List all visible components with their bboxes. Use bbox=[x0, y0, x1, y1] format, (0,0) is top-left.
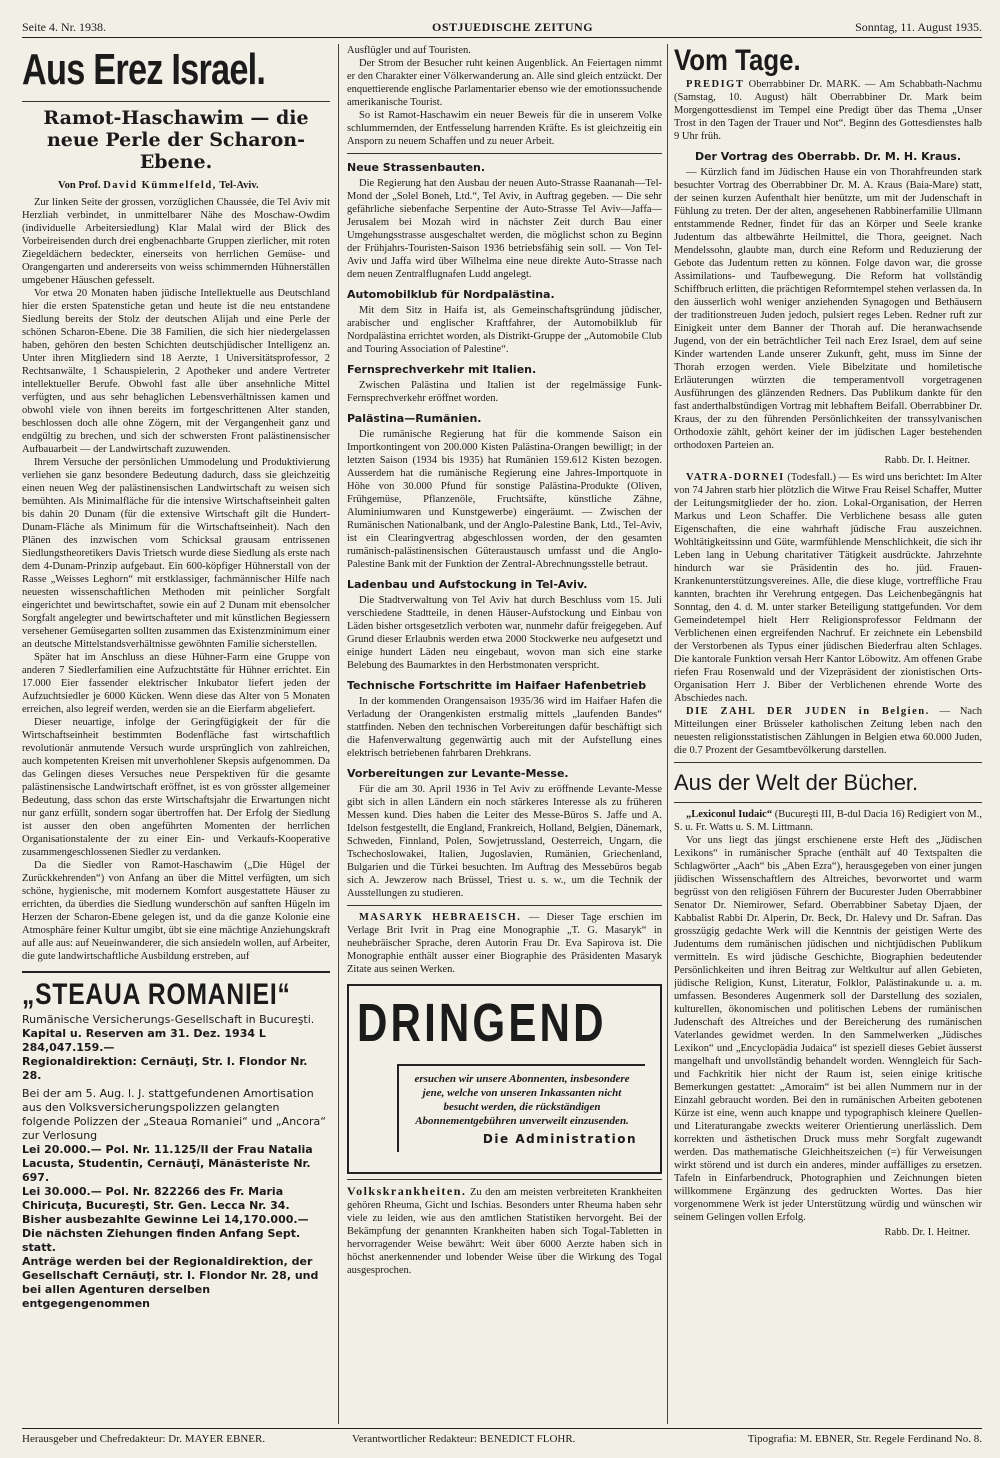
news-headline: Fernsprechverkehr mit Italien. bbox=[347, 363, 537, 376]
notice-signature: Die Administration bbox=[482, 1132, 637, 1146]
imprint-publisher: Herausgeber und Chefredakteur: Dr. MAYER EBNER. bbox=[22, 1433, 266, 1445]
news-item-sub: (Todesfall.) bbox=[787, 472, 836, 483]
ad-company-name: „STEAUA ROMANIEI“ bbox=[22, 978, 291, 1011]
ad-line: Lei 20.000.— Pol. Nr. 11.125/II der Frau Natalia Lacusta, Studentin, Cernăuţi, Mănăsteriste Nr. 697. bbox=[22, 1143, 313, 1184]
paragraph: Ausflügler und auf Touristen. bbox=[347, 45, 471, 56]
author-name: David Kümmelfeld, bbox=[103, 180, 217, 191]
news-headline: Ladenbau und Aufstockung in Tel-Aviv. bbox=[347, 578, 588, 591]
paragraph: Vor etwa 20 Monaten haben jüdische Intellektuelle aus Deutschland hier die ersten Spatenstiche getan und heute ist die neu entstandene Siedlung bereits der Stolz der deutschen Alijah und eine Perle der schönen Scharon-Ebene. Die 38 Familien, die sich hier niedergelassen haben, gehören den besten Schichten deutschjüdischer Intelligenz an. Unter ihren Mitgliedern sind 18 Aerzte, 1 Universitätsprofessor, 2 Rechtsanwälte, 1 Schauspielerin, 2 Apotheker und andere Vertreter intellektueller Berufe. Obwohl fast alle über ansehnliche Mittel verfügten, und aus sehr behaglichen Lebensverhältnissen kamen und obwohl viele von ihnen bereits im fortgeschrittenen Alter standen, beschlossen doch alle ohne Zögern, mit der Vergangenheit ganz und endgültig zu brechen, und sich der schwersten Front palästinensischer Aufbauarbeit — der Landwirtschaft zuzuwenden. bbox=[22, 288, 330, 455]
news-item bbox=[674, 705, 982, 757]
news-headline: Technische Fortschritte im Haifaer Hafenbetrieb bbox=[347, 679, 647, 692]
subscription-notice bbox=[347, 984, 662, 1174]
news-text: Die Stadtverwaltung von Tel Aviv hat durch Beschluss vom 15. Juli verschiedene Stadtteile, in denen Häuser-Aufstockung und Einbau von Läden bisher ortsgesetzlich verboten war, nunmehr dafür freigegeben. Auf Grund dieser Erlaubnis werden etwa 2000 Stockwerke neu aufgesetzt und einige hundert Läden neu eingebaut, wovon man sich eine starke Belebung des Baumarktes in den Herbstmonaten verspricht. bbox=[347, 595, 662, 671]
ad-line: Die nächsten Ziehungen finden Anfang Sept. statt. bbox=[22, 1227, 301, 1254]
news-text: Mit dem Sitz in Haifa ist, als Gemeinschaftsgründung jüdischer, arabischer und englischer Kraftfahrer, der Automobilklub für Nordpalästina errichtet worden, als Distrikt-Gruppe der „Automobile Club and Touring Association of Palestine“. bbox=[347, 305, 662, 355]
divider bbox=[674, 802, 982, 803]
paragraph: So ist Ramot-Haschawim ein neuer Beweis für die in unserem Volke schlummernden, der Entfesselung harrenden Kräfte. Es ist gleichzeitig ein Ansporn zu neuem Schaffen und zu neuer Arbeit. bbox=[347, 110, 662, 147]
paragraph: Zur linken Seite der grossen, vorzüglichen Chaussée, die Tel Aviv mit Herzliah verbindet, in unmittelbarer Nähe des Moschaw-Owdim (individuelle Arbeitersiedlung) Klar Malal wird der Blick des Vorbeireisenden durch drei engbenachbarte Gruppen zierlicher, mit roten Ziegeldächern bedeckter, einerseits von herrlichen Gemüse- und Orangengarten und andererseits von weiss schimmernden Hühnerställen umgebener Häuschen gefesselt. bbox=[22, 197, 330, 286]
news-text: In der kommenden Orangensaison 1935/36 wird im Haifaer Hafen die Verladung der Orangenkisten erstmalig mittels „laufenden Bandes“ stattfinden. Neben den technischen Vorbereitungen dafür beschäftigt sich die Hafenverwaltung gegenwärtig auch mit der Aufstellung eines elektrisch betriebenen fahrbaren Drehkrans. bbox=[347, 696, 662, 759]
news-text: Für die am 30. April 1936 in Tel Aviv zu eröffnende Levante-Messe gibt sich in allen Ländern ein noch stärkeres Interesse als zu früheren Messen kund. Dies haben die Leiter des Messe-Büros S. Jaffe und A. Idelson festgestellt, die England, Frankreich, Holland, Belgien, Dänemark, Schweden, Finnland, Polen, Sowjetrussland, Oesterreich, Ungarn, die Tschechoslowakei, Italien, Jugoslavien, Rumänien, Griechenland, Bulgarien und die Türkei besuchten. Im Auftrag des Messebüros begab sich A. Jewzerow nach Brüssel, Triest u. s. w., um die Technik der Ausstellungen zu studieren. bbox=[347, 784, 662, 899]
paragraph: Der Strom der Besucher ruht keinen Augenblick. An Feiertagen nimmt er den Charakter einer Völkerwanderung an. Alle sind gleich entzückt. Der enquettierende englische Parlamentarier ebenso wie der emotionssuchende amerikanische Tourist. bbox=[347, 58, 662, 108]
book-publisher: (Bucureşti III, B-dul Dacia 16) Redigiert von M., S. u. Fr. Watts u. S. M. Littmann. bbox=[674, 809, 982, 833]
divider bbox=[347, 153, 662, 154]
news-item-head: MASARYK HEBRAEISCH. bbox=[359, 912, 522, 923]
ad-line: Kapital u. Reserven am 31. Dez. 1934 L 284,047.159.— bbox=[22, 1027, 266, 1054]
author-city: Tel-Aviv. bbox=[219, 180, 259, 191]
news-text: Zwischen Palästina und Italien ist der regelmässige Funk-Fernsprechverkehr eröffnet worden. bbox=[347, 380, 662, 404]
ad-line: Bisher ausbezahlte Gewinne Lei 14,170.000.— bbox=[22, 1213, 309, 1226]
news-headline: Automobilklub für Nordpalästina. bbox=[347, 288, 555, 301]
news-item bbox=[347, 911, 662, 976]
page-number: Seite 4. Nr. 1938. bbox=[22, 20, 106, 34]
imprint-editor: Verantwortlicher Redakteur: BENEDICT FLOHR. bbox=[352, 1433, 576, 1445]
news-headline: Neue Strassenbauten. bbox=[347, 161, 486, 174]
newspaper-page bbox=[22, 14, 982, 1446]
news-item-text: — Dieser Tage erschien im Verlage Brit Ivrit in Prag eine Monographie „T. G. Masaryk“ in neuhebräischer Sprache, deren Autorin Frau Dr. Eva Sapirova ist. Die Monographie enthält ausser einer Biographie des Präsidenten Masaryk Zitate aus seinen Werken. bbox=[347, 912, 662, 975]
ad-line: Lei 30.000.— Pol. Nr. 822266 des Fr. Maria Chiricuţa, Bucureşti, Str. Gen. Lecca Nr. 34. bbox=[22, 1185, 290, 1212]
column-3 bbox=[674, 44, 982, 1424]
column-divider bbox=[667, 44, 668, 1424]
news-item-text: — Nach Mitteilungen einer Brüsseler katholischen Zeitung leben nach den neuesten religionsstatistischen Zählungen in Belgien etwa 60.000 Juden, die 0.7 Prozent der Gesamtbevölkerung darstellen. bbox=[674, 706, 982, 756]
paragraph: Dieser neuartige, infolge der Geringfügigkeit der für die Wirtschaftseinheit bestimmten Bodenfläche fast wirtschaftlich revolutionär anmutende Versuch wurde ursprünglich von zahlreichen, auch kompetenten Kreisen mit unverhohlener Skepsis aufgenommen. Da das Gelingen dieses Versuches neue Perspektiven für die gesamte palästinensische Landwirtschaft eröffnet, ist es von grösster allgemeiner Bedeutung, dass schon das erste Wirtschaftsjahr die Erwartungen nicht nur ganz erfüllt, sondern sogar übertroffen hat. Der Erfolg der Siedlung ist ausser den oben angeführten Momenten der herrlichen Organisationstalente der zu einer Ein- und Verkaufs-Kooperative zusammengeschlossenen Siedler zu verdanken. bbox=[22, 717, 330, 858]
paragraph: Da die Siedler von Ramot-Haschawim („Die Hügel der Zurückkehrenden“) von Anfang an über die Mittel verfügten, um sich schöne, hygienische, mit modernem Komfort ausgestattete Häuser zu errichten, da überdies die Siedlung wunderschön auf sanften Hügeln im Herzen der Scharon-Ebene gelegen ist, und da die ganze Kolonie eine Atmosphäre feiner Kultur umgibt, übt sie eine mächtige Anziehungskraft auf alle aus: auf Neueinwanderer, die sich ansiedeln wollen, auf Arbeiter, die gute landwirtschaftliche Ausbildung erstreben, auf bbox=[22, 860, 330, 962]
divider bbox=[22, 101, 330, 102]
column-2 bbox=[347, 44, 662, 1424]
notice-headline: DRINGEND bbox=[357, 993, 607, 1053]
insurance-advertisement bbox=[22, 971, 330, 1311]
imprint-footer bbox=[22, 1428, 982, 1446]
notice-box bbox=[397, 1064, 645, 1152]
paragraph: Ihrem Versuche der persönlichen Ummodelung und Produktivierung verliehen sie ganz besondere Bedeutung dadurch, dass sie gleichzeitig einen neuen Weg der palästinensischen Landwirtschaft zu weisen sich bemühten. Als Minimalfläche für die intensive Wirtschaftseinheit galten bis dahin 20 Dunam (für die extensive Wirtschaft gilt die Hundert-Dunam-Fläche als Minimum für die Wirtschaftseinheit). Nach den Plänen des inzwischen vom Schicksal grausam entrissenen Siedlungstheoretikers Davis Trietsch wurde diese Siedlung als erste nach dem 4-Dunam-Prinzip aufgebaut. Ein 600-köpfiger Hühnerstall von der Rasse „Weisses Leghorn“ mit erstklassiger, fachmännischer Hilfe nach neuesten wissenschaftlichen Methoden mit peinlicher Sorgfalt eingerichtet und bewirtschaftet, sowie ein auf 2 Dunam mit ebensolcher Sorgfalt angelegter und bewirtschafteter und mit künstlichen Begiessern versehener Gemüsegarten sollten zusammen das Existenzminimum einer an deutsche Mittelstandsverhältnisse gewöhnten Familie sicherstellen. bbox=[22, 457, 330, 650]
byline-prefix: Von Prof. bbox=[58, 180, 101, 191]
book-title: „Lexiconul Iudaic“ bbox=[686, 809, 773, 820]
ad-line: Bei der am 5. Aug. l. J. stattgefundenen Amortisation aus den Volksversicherungspolizzen gelangten folgende Polizzen der „Steaua Romaniei“ und „Ancora“ zur Verlosung bbox=[22, 1087, 326, 1142]
news-text: Die Regierung hat den Ausbau der neuen Auto-Strasse Raananah—Tel-Mond der „Solel Boneh, Ltd.“, Tel Aviv, in Auftrag gegeben. — Die sehr gefährliche siebenfache Serpentine der Auto-Strasse Tel Aviv—Jaffa—Jerusalem bei Mozah wird in nächster Zeit durch Bau einer Umgehungsstrasse ausgeschaltet werden, die möglichst schon zu Beginn der Frühjahrs-Touristen-Saison 1936 betriebsfähig sein soll. — Von Tel-Aviv und Jaffa wird über Wilhelma eine neue direkte Auto-Strasse nach dem neuen Zentralflugnafen Ludd angelegt. bbox=[347, 178, 662, 280]
news-headline: Vorbereitungen zur Levante-Messe. bbox=[347, 767, 569, 780]
news-item-text: Oberrabbiner Dr. MARK. — Am Schabbath-Nachmu (Samstag, 10. August) hält Oberrabbiner Dr. Mark beim Morgengottesdienst im Tempel eine Predigt über das Thema „Unser Trost in den Tagen der Trauer und Not“. Beginn des Gottesdienstes halb 9 Uhr früh. bbox=[674, 79, 982, 142]
signature: Rabb. Dr. I. Heitner. bbox=[884, 455, 970, 466]
book-entry-head bbox=[674, 808, 982, 834]
advertorial bbox=[347, 1185, 662, 1277]
news-text: Die rumänische Regierung hat für die kommende Saison ein Importkontingent von 200.000 Kisten Palästina-Orangen bewilligt; in der letzten Saison (1934 bis 1935) hat Rumänien 159.612 Kisten bezogen. Ausserdem hat die rumänische Regierung eine Jahres-Importquote in Höhe von 30.000 Pfund für sonstige Palästina-Produkte (Oliven, Frühgemüse, Pflanzenöle, Fruchtsäfte, künstliche Zähne, Aluminiumwaren und Kunstgewerbe) eingeräumt. — Zwischen der Rumänischen Nationalbank, und der Anglo-Palestine Bank, Ltd., Tel-Aviv, ist ein Clearingvertrag abgeschlossen worden, der den gesamten rumänisch-palästinensischen Güteraustausch umfasst und die Anglo-Palestine Bank mit der Funktion der Zentral-Abrechnungsstelle betraut. bbox=[347, 429, 662, 570]
ad-line: Rumänische Versicherungs-Gesellschaft in Bucureşti. bbox=[22, 1013, 315, 1026]
news-item-head: PREDIGT bbox=[686, 79, 745, 90]
column-divider bbox=[338, 44, 339, 1424]
section-title: Aus Erez Israel. bbox=[22, 45, 266, 94]
signature: Rabb. Dr. I. Heitner. bbox=[884, 1227, 970, 1238]
book-review: Vor uns liegt das jüngst erschienene erste Heft des „Jüdischen Lexikons“ in rumänischer Sprache (enthält auf 40 Textspalten die Schlagwörter „Aach“ bis „Aben Ezra“), herausgegeben von einer jungen jüdischen Wissenschaftlern des Altreiches, bevorwortet und warm begrüsst von den religiösen Führern der Bucurester Juden Oberrabbiner Senator Dr. Niemirower, Sefard. Oberrabbiner Sabetay Djaen, der Kabbalist Rabbi Dr. Alperin, Dr. Beck, Dr. Halevy und Dr. Safran. Das grosszügig gedachte Werk will die Kenntnis der geistigen Werte des Judentums dem rumänischen jüdischen und nichtjüdischen Publikum vermitteln. Es wird jüdische Geschichte, Biographien bedeutender Persönlichkeiten und ihren Beitrag zur Weltkultur auf allen Gebieten, jüdische Religion, Kunst, Literatur, Folklor, Palästinakunde u. a. m. umfassen. Besonderes Augenmerk soll der Darstellung des sozialen, kulturellen, ökonomischen und politischen Lebens der rumänischen Judenschaft des Altreiches und der Bereicherung des rumänischen Vaterlandes gewidmet werden. In den Sammelwerken „Jüdisches Lexikon“ und „Encyclopädia Judaica“ ist speziell dieses Gebiet äusserst mangelhaft und unvollständig behandelt worden. Wenngleich für Sach- und Fachkritik hier nicht der Raum ist, seien einige kritische Bemerkungen gestattet: „Amoraim“ ist bei allen Nummern nur in der Einzahl gebraucht worden. Bei den in rumänischen Arbeiten gebotenen Kürze ist eine, wenn auch knappe und typographisch kleinere Quellen- und Literaturangabe zweckts weiterer Orientierung unerlässlich. Dem korrekten und ästhetischen Druck muss mehr Sorgfalt zugewandt werden. Das mathematische Gleichheitszeichen (=) für Verweisungen wirkt störend und ist durch ein anderes, minder auffälliges zu ersetzen. Tafeln in Einfarbendruck, Photographien und Zeichnungen bieten willkommene Ergänzung des gedruckten Wortes. Das hier vorgenommene Werk ist jeder Unterstützung würdig und wünschen wir seinem Gelingen vollen Erfolg. bbox=[674, 835, 982, 1223]
ad-line: Regionaldirektion: Cernăuţi, Str. I. Flondor Nr. 28. bbox=[22, 1055, 308, 1082]
advertorial-text: Zu den am meisten verbreiteten Krankheiten gehören Rheuma, Gicht und Ischias. Besonders unter Rheuma haben sehr viele zu leiden, wie aus den amtlichen Statistiken hervorgeht. Bei der Bekämpfung der genannten Krankheiten haben sich Togal-Tabletten in hervorragender Weise bewährt: Weit über 6000 Aerzte haben sich in höchst anerkennender und lobender Weise über die Wirkung des Togal ausgesprochen. bbox=[347, 1187, 662, 1276]
ad-line: Anträge werden bei der Regionaldirektion, der Gesellschaft Cernăuţi, str. I. Flondor Nr. 28, und bei allen Agenturen derselben entgegengenommen bbox=[22, 1255, 319, 1310]
notice-text: ersuchen wir unsere Abonnenten, insbesondere jene, welche von unseren Inkassanten nicht besucht werden, die rückständigen Abonnementgebühren unverweilt einzusenden. bbox=[414, 1073, 630, 1127]
news-item-head: VATRA-DORNEI bbox=[686, 472, 785, 483]
divider bbox=[347, 905, 662, 906]
issue-date: Sonntag, 11. August 1935. bbox=[855, 20, 982, 34]
advertorial-head: Volkskrankheiten. bbox=[347, 1184, 467, 1198]
column-1 bbox=[22, 44, 330, 1424]
news-text: — Kürzlich fand im Jüdischen Hause ein von Thorahfreunden stark besuchter Vortrag des Oberrabbiner Dr. M. A. Kraus (Baia-Mare) statt, der seinen kurzen Aufenthalt hier benützte, um mit der Judenschaft in Fühlung zu treten. Der der alten, angesehenen Rabbinerfamilie Ullmann entstammende Redner, findet für das an Körper und Seele kranke Judentum das altbewährte Heilmittel, die Thora, geeignet. Nach Mendelssohn, glaubte man, durch eine Reform und Reduzierung der Gebote das Judentum retten zu können. Folge davon war, die grosse Assimilations- und Taufbewegung. Die Reform hat vollständig Schiffbruch erlitten, die prächtigen Reformtempel stehen verlassen da. In den äusserlich wohl weniger anziehenden Synagogen und Bethäusern der traditionstreuen Juden jedoch, pulsiert reges Leben. Redner ruft zur Einigkeit unter dem Banner der Thorah auf. Die heranwachsende Jugend, von der ein beträchtlicher Teil nach Erez Israel, dem auf seine Kinder wartenden Lande unserer Zukunft, geht, muss im Sinne der Thorah erzogen werden. Viele Bibelzitate und homiletische Erläuterungen würzten die temperamentvoll vorgetragenen Ausführungen des glänzenden Redners. Das Publikum dankte für den fast anderthalbstündigen Vortrag mit lebhaftem Beifall. Oberrabbiner Dr. Kraus, der zu den führenden Persönlichkeiten der transsylvanischen Orthodoxie zählt, gehört keiner der im jüdischen Lager bestehenden orthodoxen Parteien an. bbox=[674, 167, 982, 451]
divider bbox=[347, 1179, 662, 1180]
news-item bbox=[674, 78, 982, 143]
page-header bbox=[22, 14, 982, 38]
news-item bbox=[674, 471, 982, 705]
news-headline: Der Vortrag des Oberrabb. Dr. M. H. Kraus. bbox=[694, 150, 962, 163]
article-headline: Ramot-Haschawim — die neue Perle der Scharon-Ebene. bbox=[43, 107, 309, 173]
byline bbox=[58, 179, 330, 192]
section-title: Vom Tage. bbox=[674, 44, 801, 77]
divider bbox=[674, 762, 982, 763]
news-headline: Palästina—Rumänien. bbox=[347, 412, 482, 425]
news-item-head: DIE ZAHL DER JUDEN in Belgien. bbox=[686, 706, 930, 717]
news-item-text: — Es wird uns berichtet: Im Alter von 74 Jahren starb hier plötzlich die Witwe Frau Reisel Schaffer, Mutter der Leitungsmitglieder der ho. zion. Lokal-Organisation, der Herren Markus und Leon Schaffer. Die Verblichene besass alle guten Eigenschaften, die eine wahrhaft jüdische Frau auszeichnen. Wohltätigkeitssinn und Güte, warmfühlende Menschlichkeit, die sich ihr Leben lang in Uebung charitativer Tätigkeit ausdrückte. Jahrzehnte hindurch war sie Präsidentin des ho. jüd. Frauen-Krankenunterstützungsvereines. Alle, die diese kluge, vortreffliche Frau kannten, brachten ihr Verehrung entgegen. Das Leichenbegängnis hat Sonntag, den 4. d. M. unter starker Beteiligung stattgefunden. Vor dem Gemeindetempel hielt Herr Religionsprofessor Feldmann der Verblichenen einen ergreifenden Nachruf. Er zeichnete ein Lebensbild der Verstorbenen als Typus einer jüdischen Biederfrau alten Schlages. Die kantorale Funktion versah Herr Kantor Löbowitz. Am offenen Grabe riefen Frau Rosenwald und der Vizepräsident der zionistischen Orts-Organisation Herr J. Biber der Verblichenen ehrende Worte des Abschiedes nach. bbox=[674, 472, 982, 704]
masthead: OSTJUEDISCHE ZEITUNG bbox=[432, 20, 594, 34]
paragraph: Später hat im Anschluss an diese Hühner-Farm eine Gruppe von anderen 7 Siedlerfamilien eine Aufzuchtstätte für Hühner errichtet. Ein 17.000 Eier fassender elektrischer Inkubator liefert jeden der Aufzuchtsiedler je 6000 Kücken. Wenn diese das Alter von 5 Monaten erreichen, also legreif werden, werden sie an die Eierfarm abgeliefert. bbox=[22, 652, 330, 715]
section-title: Aus der Welt der Bücher. bbox=[674, 770, 919, 795]
imprint-printer: Tipografia: M. EBNER, Str. Regele Ferdinand No. 8. bbox=[747, 1433, 982, 1445]
